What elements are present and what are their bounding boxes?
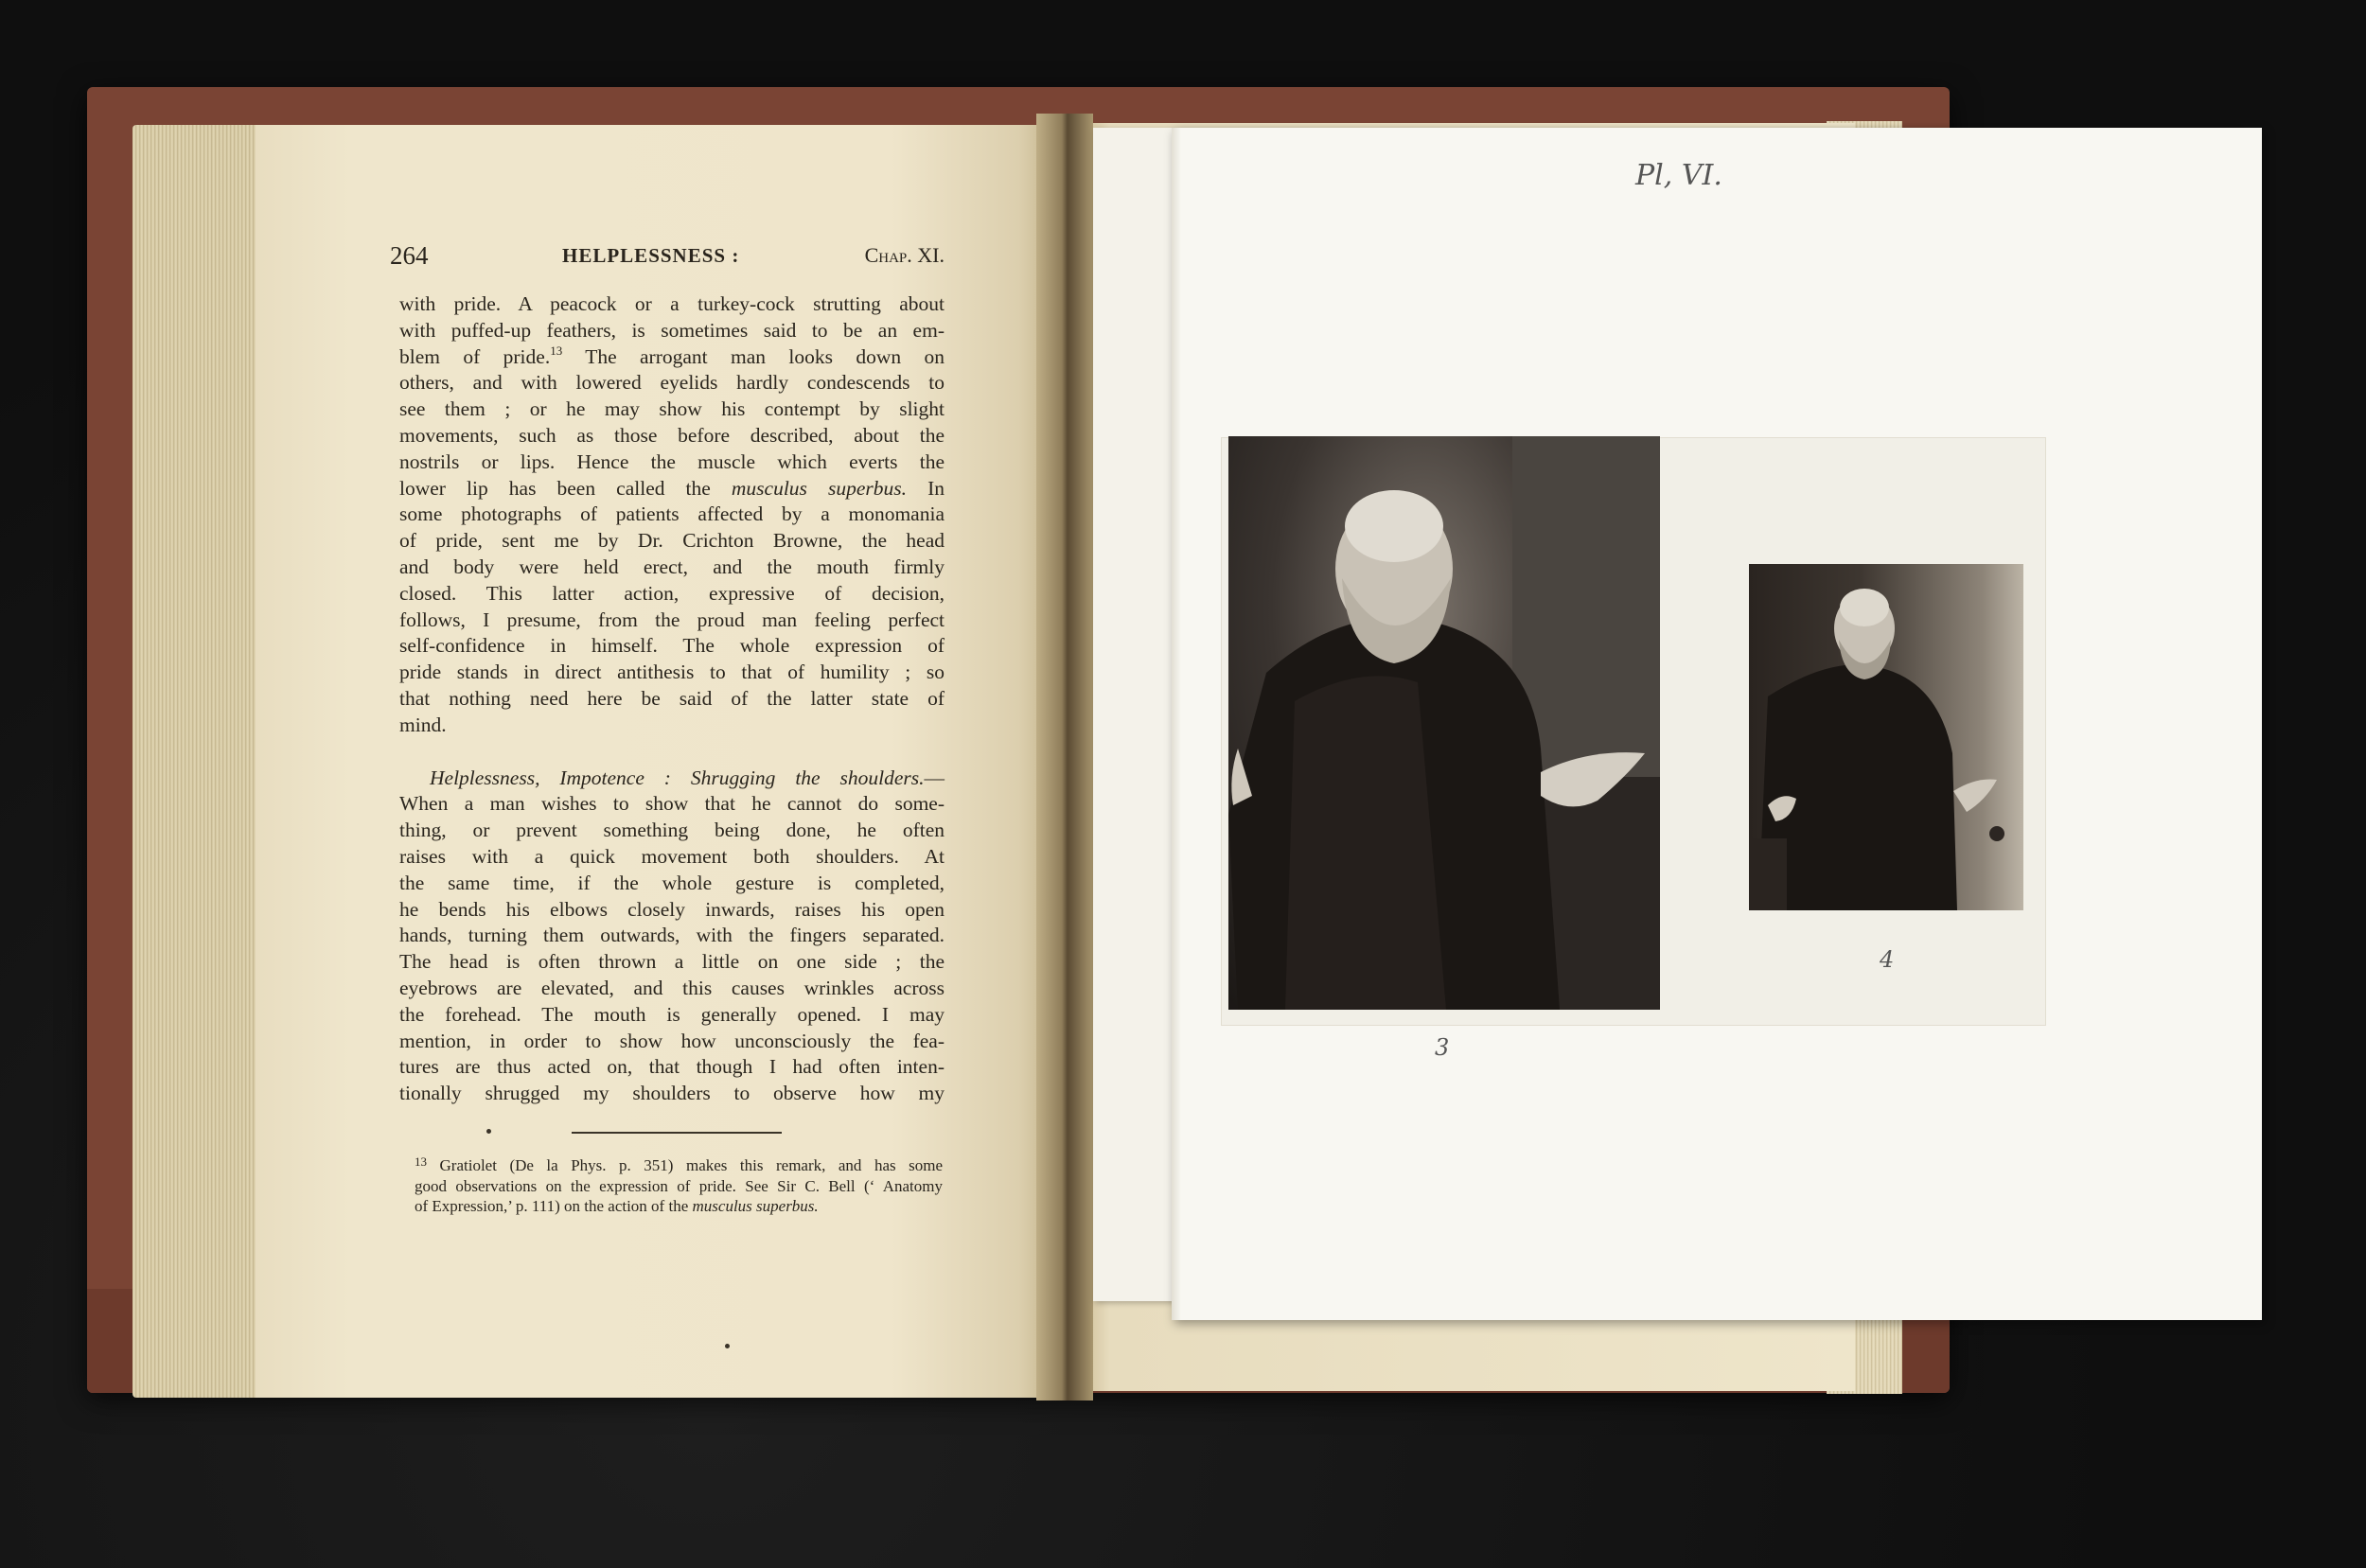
plate-label: Pl, VI. (1635, 159, 1722, 192)
text-line: self-confidence in himself. The whole expression of (399, 634, 945, 658)
text-line: the forehead. The mouth is generally opened. I may (399, 1002, 945, 1026)
text-line (399, 344, 945, 371)
text-segment: The arrogant man looks down on (562, 344, 945, 368)
text-line: tures are thus acted on, that though I had often inten- (399, 1055, 945, 1079)
running-title: HELPLESSNESS : (562, 244, 740, 267)
text-line: others, and with lowered eyelids hardly condescends to (399, 371, 945, 395)
text-segment: of Expression,’ p. 111) on the action of the (415, 1197, 693, 1215)
photo-figure-3 (1228, 436, 1660, 1010)
italic-term: musculus superbus. (731, 476, 908, 500)
text-line: some photographs of patients affected by a monomania (399, 502, 945, 526)
text-line: he bends his elbows closely inwards, raises his open (399, 897, 945, 921)
text-line: closed. This latter action, expressive of decision, (399, 581, 945, 605)
figure-4-label: 4 (1880, 946, 1895, 973)
text-line: tionally shrugged my shoulders to observe how my (399, 1082, 945, 1105)
text-line: The head is often thrown a little on one side ; the (399, 950, 945, 974)
figure-3-image (1228, 436, 1660, 1010)
text-line: that nothing need here be said of the latter state of (399, 686, 945, 710)
footnote (415, 1155, 943, 1217)
text-line: mention, in order to show how unconsciously the fea- (399, 1029, 945, 1052)
text-line: mind. (399, 713, 447, 736)
footnote-marker: 13 (415, 1154, 427, 1169)
footnote-line: good observations on the expression of pride. See Sir C. Bell (‘ Anatomy (415, 1176, 943, 1195)
text-line (399, 476, 945, 502)
chapter-label: Chap. XI. (864, 243, 945, 267)
left-page-edges (132, 125, 265, 1398)
text-line: and body were held erect, and the mouth firmly (399, 555, 945, 578)
text-line: thing, or prevent something being done, he often (399, 819, 945, 842)
text-line: raises with a quick movement both shoulders. At (399, 844, 945, 868)
page-number: 264 (390, 241, 429, 270)
footnote-rule (572, 1132, 782, 1134)
text-line: hands, turning them outwards, with the fingers separated. (399, 924, 945, 947)
body-text (399, 291, 945, 1107)
footnote-line (415, 1155, 943, 1176)
text-line: movements, such as those before described, about the (399, 423, 945, 447)
text-line: nostrils or lips. Hence the muscle which everts the (399, 449, 945, 473)
print-dot (486, 1129, 491, 1134)
text-line: see them ; or he may show his contempt by slight (399, 397, 945, 421)
print-dot (725, 1344, 730, 1348)
italic-term: musculus superbus. (692, 1197, 819, 1215)
figure-3-label: 3 (1435, 1034, 1450, 1061)
figure-4-image (1749, 564, 2023, 910)
heading-italic: Helplessness, Impotence : Shrugging the shoulders. (430, 766, 925, 789)
footnote-ref: 13 (550, 343, 563, 358)
heading-dash: — (924, 766, 945, 789)
footnote-line (415, 1196, 943, 1217)
text-line: follows, I presume, from the proud man feeling perfect (399, 608, 945, 631)
text-segment: blem of pride. (399, 344, 551, 368)
plate-fold (1172, 128, 1181, 1320)
text-segment: In (907, 476, 945, 500)
running-header (390, 241, 945, 275)
text-segment: lower lip has been called the (399, 476, 732, 500)
text-line: pride stands in direct antithesis to that of humility ; so (399, 661, 945, 684)
text-line: eyebrows are elevated, and this causes wrinkles across (399, 976, 945, 999)
photo-figure-4 (1749, 564, 2023, 910)
book-gutter (1036, 114, 1093, 1401)
text-segment: Gratiolet (De la Phys. p. 351) makes this remark, and has some (427, 1156, 943, 1174)
text-line: When a man wishes to show that he cannot do some- (399, 792, 945, 816)
text-line: of pride, sent me by Dr. Crichton Browne, the head (399, 529, 945, 553)
text-line: with pride. A peacock or a turkey-cock strutting about (399, 292, 945, 315)
text-line: the same time, if the whole gesture is completed, (399, 871, 945, 894)
text-line: with puffed-up feathers, is sometimes said to be an em- (399, 318, 945, 342)
section-heading (399, 766, 945, 792)
